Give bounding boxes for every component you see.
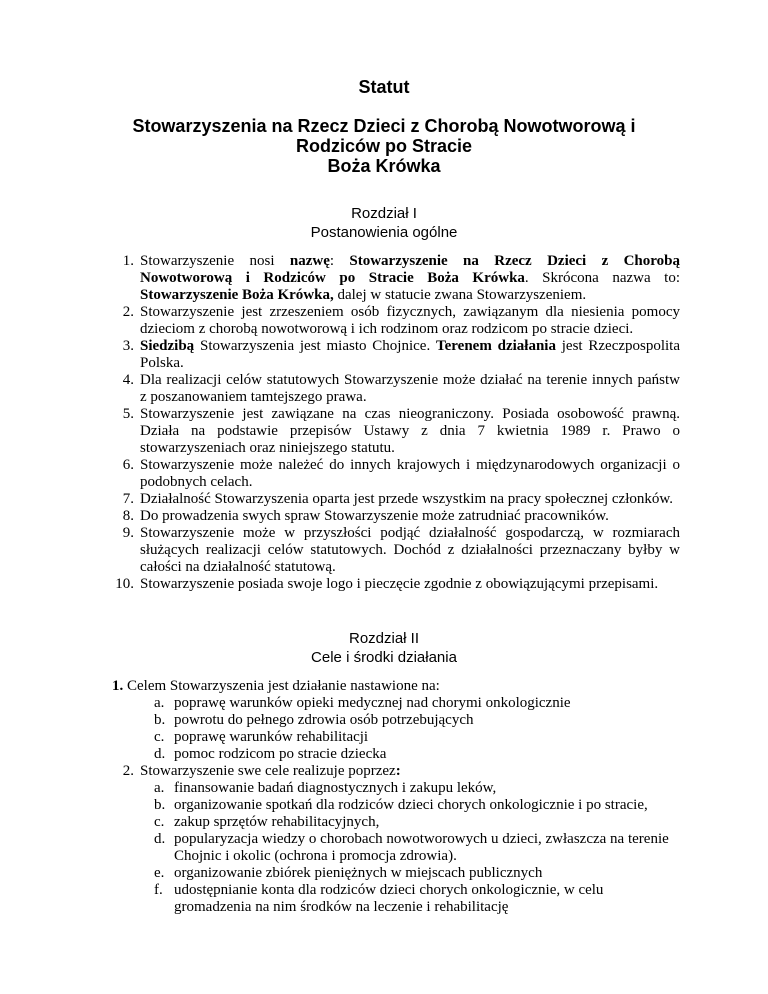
sub-item [112, 746, 680, 763]
item-text: Stowarzyszenie jest zrzeszeniem osób fizycznych, zawiązanym dla niesienia pomocy dzieciom z chorobą nowotworową i ich rodzinom oraz rodzicom po stracie dzieci. [140, 304, 680, 337]
sub-item-letter: b. [154, 712, 166, 728]
item-text: Stowarzyszenie posiada swoje logo i pieczęcie zgodnie z obowiązującymi przepisami. [140, 576, 659, 592]
item-text: Stowarzyszenie swe cele realizuje poprzez [140, 763, 396, 779]
sub-item-text: pomoc rodzicom po stracie dziecka [174, 746, 387, 762]
sub-item-text: organizowanie spotkań dla rodziców dzieci chorych onkologicznie i po stracie, [174, 797, 648, 813]
document-title: Statut [358, 77, 410, 97]
item-text: . Skrócona nazwa to: [524, 270, 680, 286]
list-item [112, 491, 680, 508]
sub-item [112, 831, 680, 865]
item-number: 1. [112, 678, 124, 694]
sub-item-text: popularyzacja wiedzy o chorobach nowotworowych u dzieci, zwłaszcza na terenie Chojnic i okolic (ochrona i promocja zdrowia). [174, 831, 669, 864]
sub-item [112, 712, 680, 729]
sub-item [112, 882, 680, 916]
item-text: Stowarzyszenie może w przyszłości podjąć działalność gospodarczą, w rozmiarach służących realizacji celów statutowych. Dochód z działalności przeznaczany byłby w całości na działalność statutową. [140, 525, 680, 575]
sub-item-text: zakup sprzętów rehabilitacyjnych, [174, 814, 380, 830]
list-item [112, 253, 680, 304]
document-subtitle-line-3: Boża Krówka [327, 156, 441, 176]
item-number: 4. [122, 372, 134, 388]
list-item [112, 304, 680, 338]
item-text: Stowarzyszenia jest miasto Chojnice. [194, 338, 436, 354]
item-number: 8. [122, 508, 134, 524]
item-number: 1. [122, 253, 134, 269]
item-number: 9. [122, 525, 134, 541]
sub-item-letter: f. [154, 882, 163, 898]
sub-item [112, 814, 680, 831]
chapter-1-label: Rozdział I [351, 205, 417, 222]
item-bold-text: Siedzibą [140, 338, 195, 354]
chapter-2-list [112, 678, 680, 916]
item-number: 2. [122, 304, 134, 320]
list-item [112, 457, 680, 491]
sub-item [112, 865, 680, 882]
chapter-1-heading: Postanowienia ogólne [310, 224, 458, 241]
list-item [112, 406, 680, 457]
sub-item [112, 729, 680, 746]
list-item [112, 525, 680, 576]
list-item [112, 678, 680, 695]
association-short-name: Stowarzyszenie Boża Krówka, [140, 287, 334, 303]
item-text: Stowarzyszenie jest zawiązane na czas nieograniczony. Posiada osobowość prawną. Działa na podstawie przepisów Ustawy z dnia 7 kwietnia 1989 r. Prawo o stowarzyszeniach oraz niniejszego statutu. [140, 406, 680, 456]
association-full-name: Stowarzyszenie na Rzecz Dzieci z Chorobą Nowotworową i Rodziców po Stracie Boża Krówka [140, 253, 680, 286]
chapter-1-list [112, 253, 680, 593]
item-text: Dla realizacji celów statutowych Stowarzyszenie może działać na terenie innych państw z poszanowaniem tamtejszego prawa. [140, 372, 680, 405]
item-number: 7. [122, 491, 134, 507]
item-text: Do prowadzenia swych spraw Stowarzyszenie może zatrudniać pracowników. [140, 508, 609, 524]
sub-item-text: poprawę warunków opieki medycznej nad chorymi onkologicznie [174, 695, 571, 711]
item-bold-text: Terenem działania [436, 338, 556, 354]
sub-item-letter: e. [154, 865, 165, 881]
chapter-2-label: Rozdział II [348, 630, 420, 647]
sub-item-text: poprawę warunków rehabilitacji [174, 729, 369, 745]
list-item [112, 763, 680, 780]
item-text: Stowarzyszenie nosi [140, 253, 290, 269]
document-subtitle-line-1: Stowarzyszenia na Rzecz Dzieci z Chorobą Nowotworową i [132, 116, 636, 136]
list-item [112, 576, 680, 593]
list-item [112, 508, 680, 525]
chapter-2-heading: Cele i środki działania [311, 649, 457, 666]
sub-item [112, 695, 680, 712]
sub-item-letter: d. [154, 831, 166, 847]
item-number: 6. [122, 457, 134, 473]
sub-item-text: finansowanie badań diagnostycznych i zakupu leków, [174, 780, 497, 796]
sub-item [112, 780, 680, 797]
sub-item-letter: c. [154, 729, 165, 745]
item-text: jest Rzeczpospolita Polska. [140, 338, 681, 371]
item-text: Celem Stowarzyszenia jest działanie nastawione na: [123, 678, 440, 694]
sub-item-text: powrotu do pełnego zdrowia osób potrzebujących [174, 712, 474, 728]
sub-item-letter: a. [154, 780, 165, 796]
sub-item [112, 797, 680, 814]
item-number: 10. [115, 576, 134, 592]
item-number: 3. [122, 338, 134, 354]
sub-item-letter: a. [154, 695, 165, 711]
item-text: Stowarzyszenie może należeć do innych krajowych i międzynarodowych organizacji o podobnych celach. [140, 457, 680, 490]
list-item [112, 338, 680, 372]
item-number: 5. [122, 406, 134, 422]
item-number: 2. [122, 763, 134, 779]
list-item [112, 372, 680, 406]
item-bold-colon: : [395, 763, 401, 779]
sub-item-text: organizowanie zbiórek pieniężnych w miejscach publicznych [174, 865, 543, 881]
sub-item-letter: d. [154, 746, 166, 762]
item-text: Działalność Stowarzyszenia oparta jest przede wszystkim na pracy społecznej członków. [140, 491, 673, 507]
item-text: dalej w statucie zwana Stowarzyszeniem. [333, 287, 587, 303]
sub-item-text: udostępnianie konta dla rodziców dzieci chorych onkologicznie, w celu gromadzenia na nim środków na leczenie i rehabilitację [174, 882, 604, 915]
sub-item-letter: b. [154, 797, 166, 813]
item-text: : [329, 253, 350, 269]
sub-item-letter: c. [154, 814, 165, 830]
item-bold-text: nazwę [289, 253, 330, 269]
document-subtitle-line-2: Rodziców po Stracie [295, 136, 473, 156]
